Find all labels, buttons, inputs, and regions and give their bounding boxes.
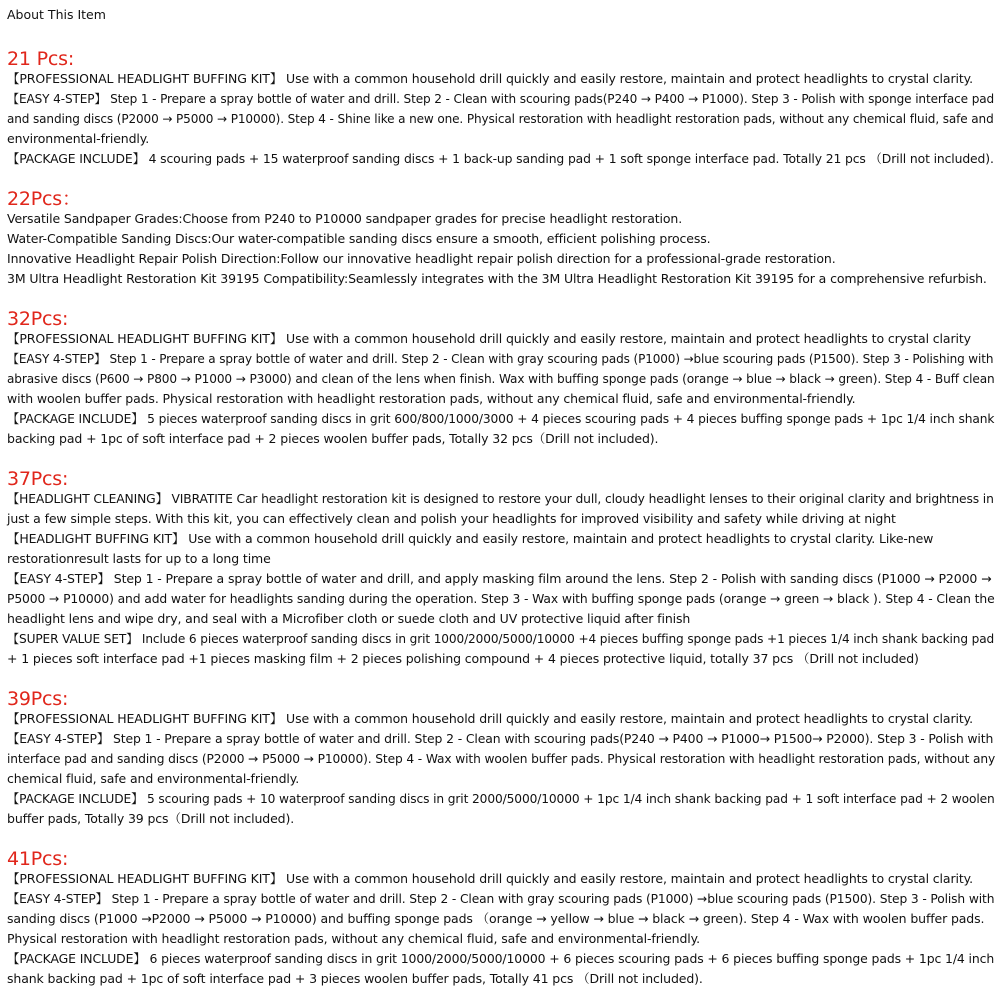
text-line: 【EASY 4-STEP】 Step 1 - Prepare a spray bottle of water and drill. Step 2 - Clean with gray scouring pads (P1000) →blue scouring pads (P1500). Step 3 - Polishing with xyxy=(7,352,994,366)
section-heading: 39Pcs: xyxy=(7,688,69,710)
section-41-pcs xyxy=(7,849,995,989)
section-heading: 37Pcs: xyxy=(7,468,69,490)
text-line: 【PROFESSIONAL HEADLIGHT BUFFING KIT】 Use with a common household drill quickly and easily restore, maintain and protect headlights to crystal clarity xyxy=(7,331,971,346)
text-line: and sanding discs (P2000 → P5000 → P10000). Step 4 - Shine like a new one. Physical restoration with headlight restoration pads, without any chemical fluid, safe and xyxy=(7,112,994,126)
section-heading: 32Pcs: xyxy=(7,308,69,330)
text-line: 【EASY 4-STEP】 Step 1 - Prepare a spray bottle of water and drill. Step 2 - Clean with scouring pads(P240 → P400 → P1000). Step 3 - Polish with sponge interface pad xyxy=(7,92,995,106)
text-line: headlight lens and wipe dry, and seal with a Microfiber cloth or suede cloth and UV protective liquid after finish xyxy=(7,611,691,626)
section-heading: 41Pcs: xyxy=(7,848,69,870)
text-line: + 1 pieces soft interface pad +1 pieces masking film + 2 pieces polishing compound + 4 pieces protective liquid, totally 37 pcs （Drill not included) xyxy=(7,651,919,666)
section-21-pcs xyxy=(7,49,995,169)
section-body xyxy=(7,869,995,989)
text-line: 【PACKAGE INCLUDE】 5 scouring pads + 10 waterproof sanding discs in grit 2000/5000/10000 + 1pc 1/4 inch shank backing pad + 1 soft interface pad + 2 woolen xyxy=(7,792,995,806)
text-line: 【PACKAGE INCLUDE】 4 scouring pads + 15 waterproof sanding discs + 1 back-up sanding pad + 1 soft sponge interface pad. Totally 21 pcs （Drill not included). xyxy=(7,152,994,166)
text-line: shank backing pad + 1pc of soft interface pad + 3 pieces woolen buffer pads, Totally 41 pcs （Drill not included). xyxy=(7,971,703,986)
text-line: Innovative Headlight Repair Polish Direction:Follow our innovative headlight repair polish direction for a professional-grade restoration. xyxy=(7,251,836,266)
text-line: 【PACKAGE INCLUDE】 6 pieces waterproof sanding discs in grit 1000/2000/5000/10000 + 6 pieces scouring pads + 6 pieces buffing sponge pads + 1pc 1/4 inch xyxy=(7,951,995,966)
section-body xyxy=(7,489,995,669)
text-line: with woolen buffer pads. Physical restoration with headlight restoration pads, without any chemical fluid, safe and environmental-friendly. xyxy=(7,391,856,406)
text-line: Water-Compatible Sanding Discs:Our water-compatible sanding discs ensure a smooth, efficient polishing process. xyxy=(7,231,711,246)
text-line: 【EASY 4-STEP】 Step 1 - Prepare a spray bottle of water and drill. Step 2 - Clean with gray scouring pads (P1000) →blue scouring pads (P1500). Step 3 - Polish with xyxy=(7,892,995,906)
section-32-pcs xyxy=(7,309,995,449)
text-line: just a few simple steps. With this kit, you can effectively clean and polish your headlights for improved visibility and safety while driving at night xyxy=(7,511,896,526)
text-line: 【PROFESSIONAL HEADLIGHT BUFFING KIT】 Use with a common household drill quickly and easily restore, maintain and protect headlights to crystal clarity. xyxy=(7,71,973,86)
text-line: 3M Ultra Headlight Restoration Kit 39195 Compatibility:Seamlessly integrates with the 3M Ultra Headlight Restoration Kit 39195 for a comprehensive refurbish. xyxy=(7,271,987,286)
section-heading: 21 Pcs: xyxy=(7,48,75,70)
text-line: 【EASY 4-STEP】 Step 1 - Prepare a spray bottle of water and drill, and apply masking film around the lens. Step 2 - Polish with sanding discs (P1000 → P2000 → xyxy=(7,571,992,586)
section-22-pcs xyxy=(7,189,995,289)
section-body xyxy=(7,329,995,449)
section-body xyxy=(7,709,995,829)
text-line: chemical fluid, safe and environmental-friendly. xyxy=(7,771,300,786)
text-line: 【EASY 4-STEP】 Step 1 - Prepare a spray bottle of water and drill. Step 2 - Clean with scouring pads(P240 → P400 → P1000→ P1500→ P2000). Step 3 - Polish with xyxy=(7,731,994,746)
text-line: sanding discs (P1000 →P2000 → P5000 → P10000) and buffing sponge pads （orange → yellow → blue → black → green). Step 4 - Wax with woolen buffer pads. xyxy=(7,911,985,926)
text-line: 【HEADLIGHT CLEANING】 VIBRATITE Car headlight restoration kit is designed to restore your dull, cloudy headlight lenses to their original clarity and brightness in xyxy=(7,492,994,506)
text-line: Versatile Sandpaper Grades:Choose from P240 to P10000 sandpaper grades for precise headlight restoration. xyxy=(7,211,683,226)
text-line: buffer pads, Totally 39 pcs（Drill not included). xyxy=(7,811,295,826)
text-line: 【PROFESSIONAL HEADLIGHT BUFFING KIT】 Use with a common household drill quickly and easily restore, maintain and protect headlights to crystal clarity. xyxy=(7,711,973,726)
text-line: environmental-friendly. xyxy=(7,131,150,146)
section-body xyxy=(7,69,995,169)
text-line: 【SUPER VALUE SET】 Include 6 pieces waterproof sanding discs in grit 1000/2000/5000/10000 +4 pieces buffing sponge pads +1 pieces 1/4 inch shank backing pad xyxy=(7,632,995,646)
text-line: interface pad and sanding discs (P2000 → P5000 → P10000). Step 4 - Wax with woolen buffer pads. Physical restoration with headlight restoration pads, without any xyxy=(7,752,996,766)
text-line: Physical restoration with headlight restoration pads, without any chemical fluid, safe and environmental-friendly. xyxy=(7,931,700,946)
section-37-pcs xyxy=(7,469,995,669)
text-line: backing pad + 1pc of soft interface pad + 2 pieces woolen buffer pads, Totally 32 pcs（Drill not included). xyxy=(7,431,659,446)
text-line: abrasive discs (P600 → P800 → P1000 → P3000) and clean of the lens when finish. Wax with buffing sponge pads (orange → blue → black → green). Step 4 - Buff clean xyxy=(7,372,995,386)
text-line: 【HEADLIGHT BUFFING KIT】 Use with a common household drill quickly and easily restore, maintain and protect headlights to crystal clarity. Like-new xyxy=(7,531,934,546)
section-39-pcs xyxy=(7,689,995,829)
text-line: P5000 → P10000) and add water for headlights sanding during the operation. Step 3 - Wax with buffing sponge pads (orange → green → black ). Step 4 - Clean the xyxy=(7,592,995,606)
section-body xyxy=(7,209,995,289)
text-line: 【PROFESSIONAL HEADLIGHT BUFFING KIT】 Use with a common household drill quickly and easily restore, maintain and protect headlights to crystal clarity. xyxy=(7,871,973,886)
section-heading: 22Pcs： xyxy=(7,188,81,210)
text-line: restorationresult lasts for up to a long time xyxy=(7,551,271,566)
text-line: 【PACKAGE INCLUDE】 5 pieces waterproof sanding discs in grit 600/800/1000/3000 + 4 pieces scouring pads + 4 pieces buffing sponge pads + 1pc 1/4 inch shank xyxy=(7,412,995,426)
page-title: About This Item xyxy=(7,7,106,22)
